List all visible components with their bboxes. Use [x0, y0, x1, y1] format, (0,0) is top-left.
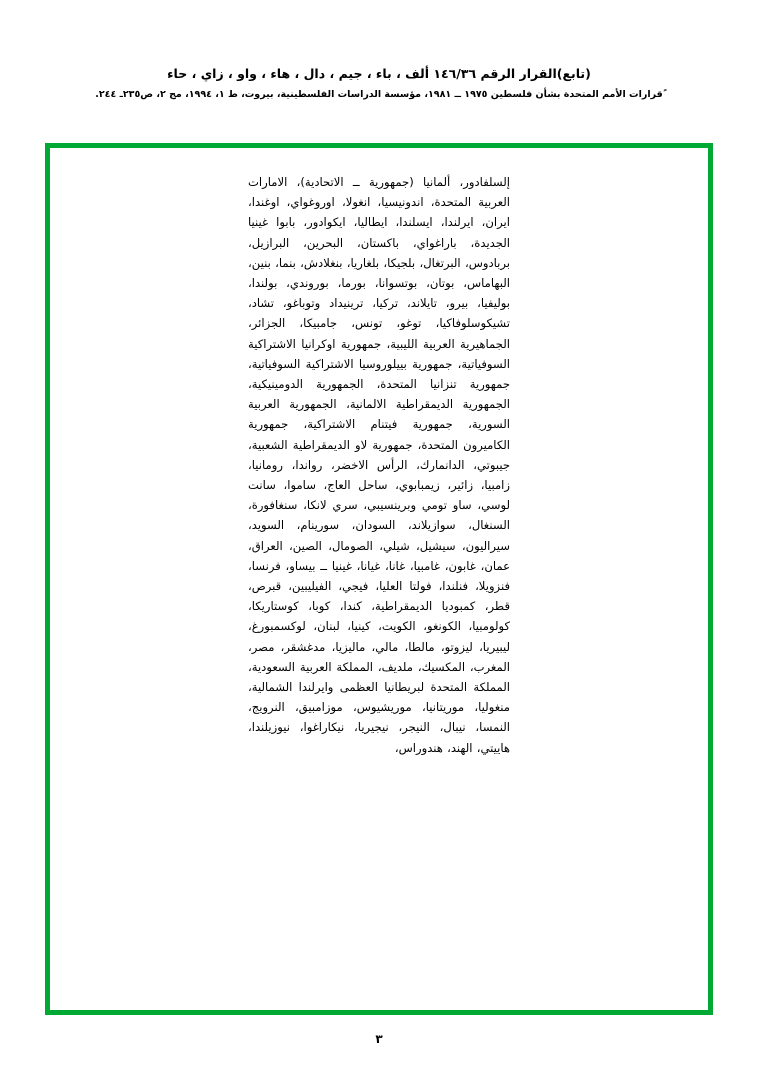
source-citation: ًقرارات الأمم المتحدة بشأن فلسطين ١٩٧٥ ــ ١٩٨١، مؤسسة الدراسات الفلسطينية، بيروت، ط ١، ١٩٩٤، مج ٢، ص٢٣٥ـ ٢٤٤.	[95, 89, 663, 100]
page-number: ٣	[375, 1032, 383, 1046]
page-footer	[0, 1032, 758, 1046]
page-header	[0, 66, 758, 100]
resolution-title: (تابع)القرار الرقم ١٤٦/٣٦ ألف ، باء ، جيم ، دال ، هاء ، واو ، زاي ، حاء	[167, 66, 591, 81]
country-list-paragraph: إلسلفادور، ألمانيا (جمهورية ــ الاتحادية)، الامارات العربية المتحدة، اندونيسيا، انغولا، اوروغواي، اوغندا، ايران، ايرلندا، ايسلندا، ايطاليا، ايكوادور، بابوا غينيا الجديدة، باراغواي، باكستان، البحرين، البرازيل، بربادوس، البرتغال، بلجيكا، بلغاريا، بنغلادش، بنما، بنين، البهاماس، بوتان، بوتسوانا، بورما، بوروندي، بولندا، بوليفيا، بيرو، تايلاند، تركيا، ترينيداد وتوباغو، تشاد، تشيكوسلوفاكيا، توغو، تونس، جامبيكا، الجزائر، الجماهيرية العربية الليبية، جمهورية اوكرانيا الاشتراكية السوفياتية، جمهورية بييلوروسيا الاشتراكية السوفياتية، جمهورية تنزانيا المتحدة، الجمهورية الدومينيكية، الجمهورية الديمقراطية الالمانية، الجمهورية العربية السورية، جمهورية فيتنام الاشتراكية، جمهورية الكاميرون المتحدة، جمهورية لاو الديمقراطية الشعبية، جيبوتي، الدانمارك، الرأس الاخضر، رواندا، رومانيا، زامبيا، زائير، زيمبابوي، ساحل العاج، ساموا، سانت لوسي، ساو تومي وبرينسيبي، سري لانكا، سنغافورة، السنغال، سوازيلاند، السودان، سورينام، السويد، سيراليون، سيشيل، شيلي، الصومال، الصين، العراق، عمان، غابون، غامبيا، غانا، غيانا، غينيا ــ بيساو، فرنسا، فنزويلا، فنلندا، فولتا العليا، فيجي، الفيليبين، قبرص، قطر، كمبوديا الديمقراطية، كندا، كوبا، كوستاريكا، كولومبيا، الكونغو، الكويت، كينيا، لبنان، لوكسمبورغ، ليبيريا، ليزوتو، مالطا، مالي، ماليزيا، مدغشقر، مصر، المغرب، المكسيك، ملديف، المملكة العربية السعودية، المملكة المتحدة لبريطانيا العظمى وايرلندا الشمالية، منغوليا، موريتانيا، موريشيوس، موزامبيق، النرويج، النمسا، نيبال، النيجر، نيجيريا، نيكاراغوا، نيوزيلندا، هاييتي، الهند، هندوراس،	[248, 175, 510, 755]
body-text-region	[0, 172, 758, 758]
